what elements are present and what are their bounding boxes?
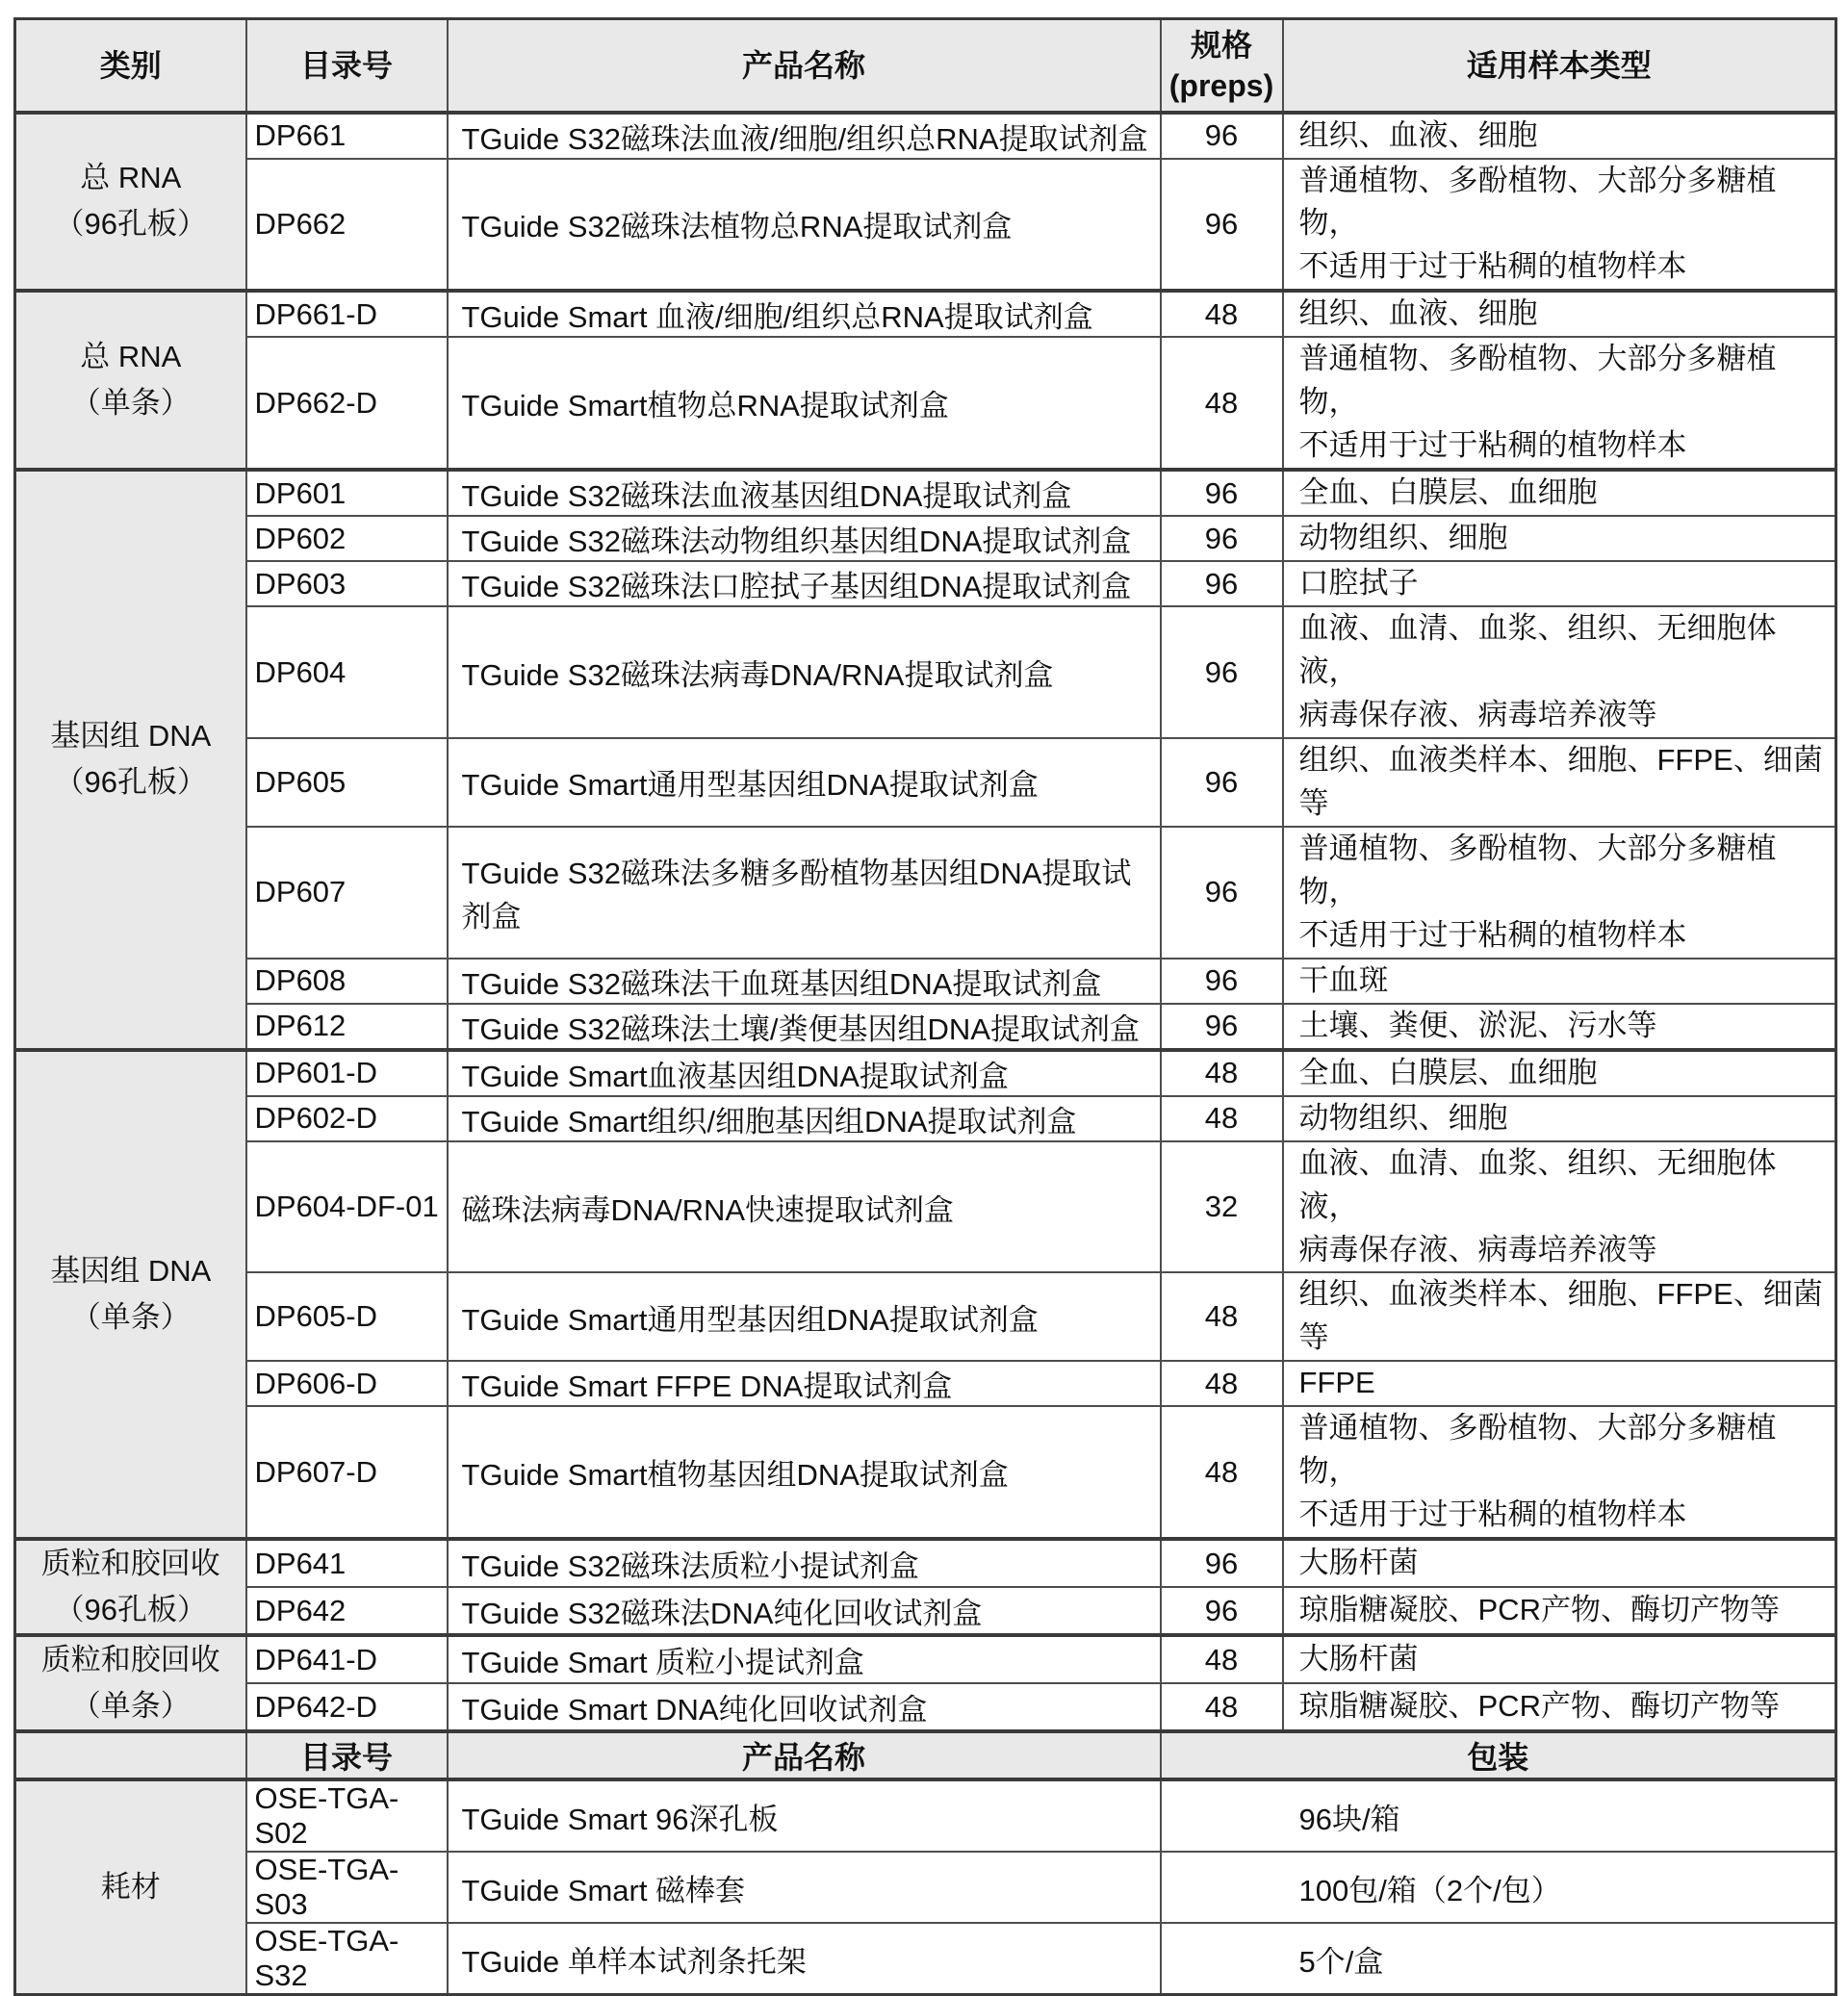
product-name-text: TGuide S32磁珠法质粒小提试剂盒 [461,1549,919,1584]
catalog-number-text: DP641-D [254,1642,377,1676]
sample-types-text: 组织、血液类样本、细胞、FFPE、细菌等 [1298,742,1823,820]
spec-value [1161,470,1283,516]
sample-types-text: 普通植物、多酚植物、大部分多糖植物， [1298,831,1777,908]
product-name-text: TGuide S32磁珠法多糖多酚植物基因组DNA提取试剂盒 [461,857,1132,934]
catalog-number [246,827,448,959]
category-cell-text: 基因组 DNA [50,1253,212,1288]
category-cell-text: 耗材 [100,1870,161,1905]
category-cell-text: 基因组 DNA [50,719,212,754]
catalog-number [246,159,448,292]
product-name [448,1004,1161,1050]
spec-value-text: 96 [1204,963,1239,998]
table-row [15,606,1836,738]
table-row [15,959,1836,1004]
spec-value [1161,1635,1283,1683]
catalog-number [246,1852,448,1923]
spec-value [1161,1361,1283,1406]
catalog-number [246,1141,448,1273]
catalog-number [246,1923,448,1995]
catalog-number [246,1361,448,1406]
product-name [448,113,1161,159]
spec-value-text: 48 [1204,1454,1239,1489]
product-name [448,470,1161,516]
sample-types-text: 普通植物、多酚植物、大部分多糖植物， [1298,1411,1777,1489]
spec-value [1161,159,1283,292]
product-name-text: TGuide Smart 血液/细胞/组织总RNA提取试剂盒 [461,300,1093,335]
spec-value-text: 48 [1204,296,1239,331]
catalog-number-text: DP642 [254,1593,346,1627]
product-name [448,1852,1161,1923]
sample-types [1283,1635,1836,1683]
product-name [448,606,1161,738]
sample-types-text: 普通植物、多酚植物、大部分多糖植物， [1298,163,1777,241]
catalog-number [246,337,448,470]
sample-types [1283,1361,1836,1406]
product-name [448,1361,1161,1406]
sample-types [1283,1587,1836,1635]
catalog-number-text: DP607-D [254,1454,377,1489]
header-spec-line2: (preps) [1168,67,1274,103]
product-name-text: TGuide S32磁珠法动物组织基因组DNA提取试剂盒 [461,525,1132,559]
header-catalog: 目录号 [246,19,448,113]
bottom-header-catalog-text: 目录号 [299,1740,393,1776]
sample-types-text: 大肠杆菌 [1298,1546,1419,1580]
category-cell-text: （单条） [70,1689,191,1724]
catalog-number-text: DP601 [254,475,346,510]
product-name-text: 磁珠法病毒DNA/RNA快速提取试剂盒 [461,1192,955,1227]
table-row [15,1635,1836,1683]
spec-value [1161,738,1283,827]
bottom-header-package-text: 包装 [1467,1740,1529,1776]
spec-value-text: 48 [1204,1689,1239,1724]
product-name-text: TGuide 单样本试剂条托架 [461,1944,807,1979]
spec-value [1161,1587,1283,1635]
sample-types-text: 动物组织、细胞 [1298,521,1508,555]
catalog-number [246,959,448,1004]
spec-value [1161,1004,1283,1050]
product-name-text: TGuide Smart 磁棒套 [461,1873,746,1907]
catalog-number [246,291,448,337]
catalog-number-text: DP604-DF-01 [254,1190,439,1224]
product-name [448,1539,1161,1587]
catalog-number [246,1050,448,1096]
product-name [448,738,1161,827]
table-row [15,738,1836,827]
product-name-text: TGuide S32磁珠法DNA纯化回收试剂盒 [461,1597,983,1631]
spec-value [1161,291,1283,337]
product-name-text: TGuide S32磁珠法口腔拭子基因组DNA提取试剂盒 [461,570,1132,604]
product-name [448,1683,1161,1731]
category-cell-text: （96孔板） [54,765,207,800]
table-row [15,1096,1836,1141]
sample-types-text: 不适用于过于粘稠的植物样本 [1298,917,1687,952]
spec-value-text: 48 [1204,1101,1239,1136]
catalog-number [246,606,448,738]
catalog-number [246,1635,448,1683]
sample-types [1283,516,1836,561]
bottom-header-product-text: 产品名称 [741,1740,865,1776]
product-name-text: TGuide Smart FFPE DNA提取试剂盒 [461,1369,953,1404]
catalog-number-text: DP603 [254,566,346,601]
catalog-number [246,1406,448,1539]
catalog-number [246,1004,448,1050]
sample-types-text: 组织、血液、细胞 [1298,117,1538,152]
product-name [448,291,1161,337]
table-row [15,470,1836,516]
spec-value-text: 48 [1204,1056,1239,1090]
table-header [15,19,1836,113]
sample-types-text: 病毒保存液、病毒培养液等 [1298,698,1657,731]
product-name [448,1272,1161,1361]
product-name-text: TGuide S32磁珠法植物总RNA提取试剂盒 [461,210,1013,244]
table-row [15,1683,1836,1731]
product-name-text: TGuide Smart通用型基因组DNA提取试剂盒 [461,768,1039,803]
table-row [15,827,1836,959]
spec-value-text: 96 [1204,566,1239,601]
spec-value-text: 96 [1204,206,1239,241]
catalog-number [246,516,448,561]
catalog-number-text: DP605 [254,764,346,799]
catalog-number-text: DP662-D [254,385,377,420]
category-cell [15,1539,246,1635]
category-cell-text: （96孔板） [54,1593,207,1627]
sample-types-text: FFPE [1298,1366,1375,1400]
package-value-text: 100包/箱（2个/包） [1298,1873,1561,1907]
catalog-number [246,1539,448,1587]
product-name [448,1779,1161,1852]
category-cell-text: 总 RNA [80,340,182,374]
spec-value-text: 48 [1204,1299,1239,1334]
catalog-number [246,738,448,827]
catalog-number-text: DP605-D [254,1299,377,1334]
sample-types-text: 不适用于过于粘稠的植物样本 [1298,428,1687,463]
product-name [448,1587,1161,1635]
spec-value-text: 48 [1204,1366,1239,1400]
product-name [448,1406,1161,1539]
sample-types [1283,606,1836,738]
catalog-number-text: OSE-TGA-S32 [254,1924,399,1993]
spec-value [1161,1141,1283,1273]
catalog-number [246,561,448,606]
spec-value [1161,1683,1283,1731]
catalog-number-text: DP661 [254,118,346,152]
sample-types [1283,1539,1836,1587]
spec-value [1161,606,1283,738]
product-name [448,1141,1161,1273]
catalog-number [246,1587,448,1635]
table-row [15,516,1836,561]
spec-value-text: 96 [1204,764,1239,799]
table-row [15,1004,1836,1050]
spec-value-text: 48 [1204,1642,1239,1676]
catalog-number-text: DP608 [254,963,346,998]
spec-value [1161,827,1283,959]
table-row [15,1539,1836,1587]
category-cell-text: 质粒和胶回收 [40,1643,220,1677]
sample-types-text: 普通植物、多酚植物、大部分多糖植物， [1298,342,1777,420]
sample-types [1283,561,1836,606]
header-category: 类别 [15,19,246,113]
product-name-text: TGuide S32磁珠法土壤/粪便基因组DNA提取试剂盒 [461,1011,1140,1046]
sample-types [1283,1141,1836,1273]
sample-types [1283,337,1836,470]
category-cell-text: （单条） [70,386,191,421]
sample-types-text: 干血斑 [1298,962,1389,997]
spec-value [1161,1272,1283,1361]
table-body [15,113,1836,1995]
product-name [448,959,1161,1004]
spec-value-text: 48 [1204,385,1239,420]
catalog-number-text: DP642-D [254,1689,377,1724]
catalog-number-text: DP641 [254,1546,346,1580]
category-cell [15,1050,246,1540]
catalog-number [246,1683,448,1731]
table-row [15,1141,1836,1273]
product-name-text: TGuide Smart DNA纯化回收试剂盒 [461,1693,928,1727]
category-cell [15,291,246,470]
sample-types-text: 琼脂糖凝胶、PCR产物、酶切产物等 [1298,1689,1780,1724]
sample-types [1283,1272,1836,1361]
catalog-number-text: DP661-D [254,296,377,331]
sample-types-text: 口腔拭子 [1298,566,1419,601]
spec-value-text: 96 [1204,475,1239,510]
category-cell-text: 质粒和胶回收 [40,1547,220,1581]
table-row [15,337,1836,470]
catalog-number [246,470,448,516]
sample-types-text: 不适用于过于粘稠的植物样本 [1298,1497,1687,1532]
spec-value [1161,1050,1283,1096]
spec-value-text: 96 [1204,118,1239,152]
category-cell [15,113,246,292]
header-spec [1161,19,1283,113]
category-cell [15,470,246,1050]
header-sample: 适用样本类型 [1283,19,1836,113]
catalog-number [246,1272,448,1361]
product-name-text: TGuide Smart植物基因组DNA提取试剂盒 [461,1458,1009,1493]
bottom-header-row [15,1731,1836,1779]
header-product: 产品名称 [448,19,1161,113]
catalog-number-text: OSE-TGA-S03 [254,1853,399,1922]
spec-value [1161,1539,1283,1587]
sample-types-text: 不适用于过于粘稠的植物样本 [1298,249,1687,284]
table-row [15,1852,1836,1923]
catalog-number-text: DP607 [254,875,346,909]
table-row [15,1272,1836,1361]
category-cell [15,1779,246,1995]
product-name-text: TGuide Smart通用型基因组DNA提取试剂盒 [461,1302,1039,1337]
table-row [15,1406,1836,1539]
sample-types [1283,113,1836,159]
sample-types-text: 土壤、粪便、淤泥、污水等 [1298,1008,1657,1042]
sample-types [1283,1406,1836,1539]
product-name [448,1050,1161,1096]
product-name-text: TGuide Smart植物总RNA提取试剂盒 [461,389,949,423]
product-name [448,1923,1161,1995]
catalog-number-text: DP604 [254,654,346,689]
catalog-number [246,113,448,159]
bottom-header-product [448,1731,1161,1779]
product-name-text: TGuide Smart组织/细胞基因组DNA提取试剂盒 [461,1104,1077,1139]
category-cell-text: （单条） [70,1299,191,1334]
spec-value [1161,337,1283,470]
product-table [13,17,1837,1996]
bottom-header-package [1161,1731,1836,1779]
category-cell-text: 总 RNA [80,161,182,195]
spec-value-text: 96 [1204,654,1239,689]
product-name [448,1635,1161,1683]
product-name [448,337,1161,470]
catalog-number-text: DP602-D [254,1101,377,1136]
spec-value-text: 96 [1204,1593,1239,1627]
catalog-number-text: DP662 [254,206,346,241]
table-row [15,1050,1836,1096]
table-row [15,113,1836,159]
product-name [448,159,1161,292]
package-value [1161,1923,1836,1995]
sample-types-text: 全血、白膜层、血细胞 [1298,475,1598,510]
package-value-text: 96块/箱 [1298,1802,1400,1836]
sample-types [1283,291,1836,337]
package-value [1161,1852,1836,1923]
sample-types-text: 大肠杆菌 [1298,1642,1419,1676]
catalog-number-text: DP601-D [254,1056,377,1090]
category-cell [15,1635,246,1731]
sample-types-text: 病毒保存液、病毒培养液等 [1298,1232,1657,1267]
spec-value-text: 96 [1204,521,1239,555]
sample-types [1283,470,1836,516]
catalog-number [246,1096,448,1141]
product-name [448,1096,1161,1141]
product-name-text: TGuide Smart 质粒小提试剂盒 [461,1646,865,1680]
package-value [1161,1779,1836,1852]
product-name-text: TGuide S32磁珠法病毒DNA/RNA提取试剂盒 [461,658,1054,693]
sample-types-text: 全血、白膜层、血细胞 [1298,1055,1598,1089]
spec-value [1161,959,1283,1004]
product-name [448,561,1161,606]
spec-value [1161,1406,1283,1539]
sample-types [1283,1683,1836,1731]
table-row [15,561,1836,606]
product-name-text: TGuide S32磁珠法血液基因组DNA提取试剂盒 [461,479,1072,514]
table-row [15,291,1836,337]
catalog-number-text: DP606-D [254,1366,377,1400]
product-name-text: TGuide Smart血液基因组DNA提取试剂盒 [461,1059,1009,1093]
package-value-text: 5个/盒 [1298,1944,1384,1979]
sample-types-text: 血液、血清、血浆、组织、无细胞体液， [1298,1145,1777,1223]
product-name [448,827,1161,959]
table-row [15,1923,1836,1995]
spec-value [1161,113,1283,159]
sample-types [1283,1096,1836,1141]
spec-value-text: 96 [1204,875,1239,909]
spec-value-text: 32 [1204,1190,1239,1224]
product-name-text: TGuide S32磁珠法血液/细胞/组织总RNA提取试剂盒 [461,121,1148,156]
product-name-text: TGuide Smart 96深孔板 [461,1802,779,1836]
sample-types [1283,738,1836,827]
spec-value [1161,561,1283,606]
table-row [15,1361,1836,1406]
sample-types [1283,1050,1836,1096]
sample-types-text: 组织、血液类样本、细胞、FFPE、细菌等 [1298,1277,1823,1355]
table-row [15,1587,1836,1635]
spec-value [1161,1096,1283,1141]
sample-types-text: 组织、血液、细胞 [1298,296,1538,331]
product-name [448,516,1161,561]
spec-value-text: 96 [1204,1546,1239,1580]
bottom-header-catalog [246,1731,448,1779]
sample-types [1283,959,1836,1004]
header-spec-line1: 规格 [1190,27,1252,63]
category-cell-text: （96孔板） [54,207,207,242]
header-row [15,19,1836,113]
catalog-number-text: DP602 [254,521,346,555]
spec-value [1161,516,1283,561]
sample-types-text: 动物组织、细胞 [1298,1100,1508,1135]
catalog-number [246,1779,448,1852]
product-name-text: TGuide S32磁珠法干血斑基因组DNA提取试剂盒 [461,966,1102,1001]
sample-types-text: 血液、血清、血浆、组织、无细胞体液， [1298,611,1777,689]
catalog-number-text: OSE-TGA-S02 [254,1781,399,1851]
sample-types [1283,1004,1836,1050]
sample-types [1283,827,1836,959]
table-row [15,159,1836,292]
table-row [15,1779,1836,1852]
sample-types-text: 琼脂糖凝胶、PCR产物、酶切产物等 [1298,1593,1780,1627]
spec-value-text: 96 [1204,1009,1239,1043]
sample-types [1283,159,1836,292]
category-cell-empty [15,1731,246,1779]
catalog-number-text: DP612 [254,1009,346,1043]
